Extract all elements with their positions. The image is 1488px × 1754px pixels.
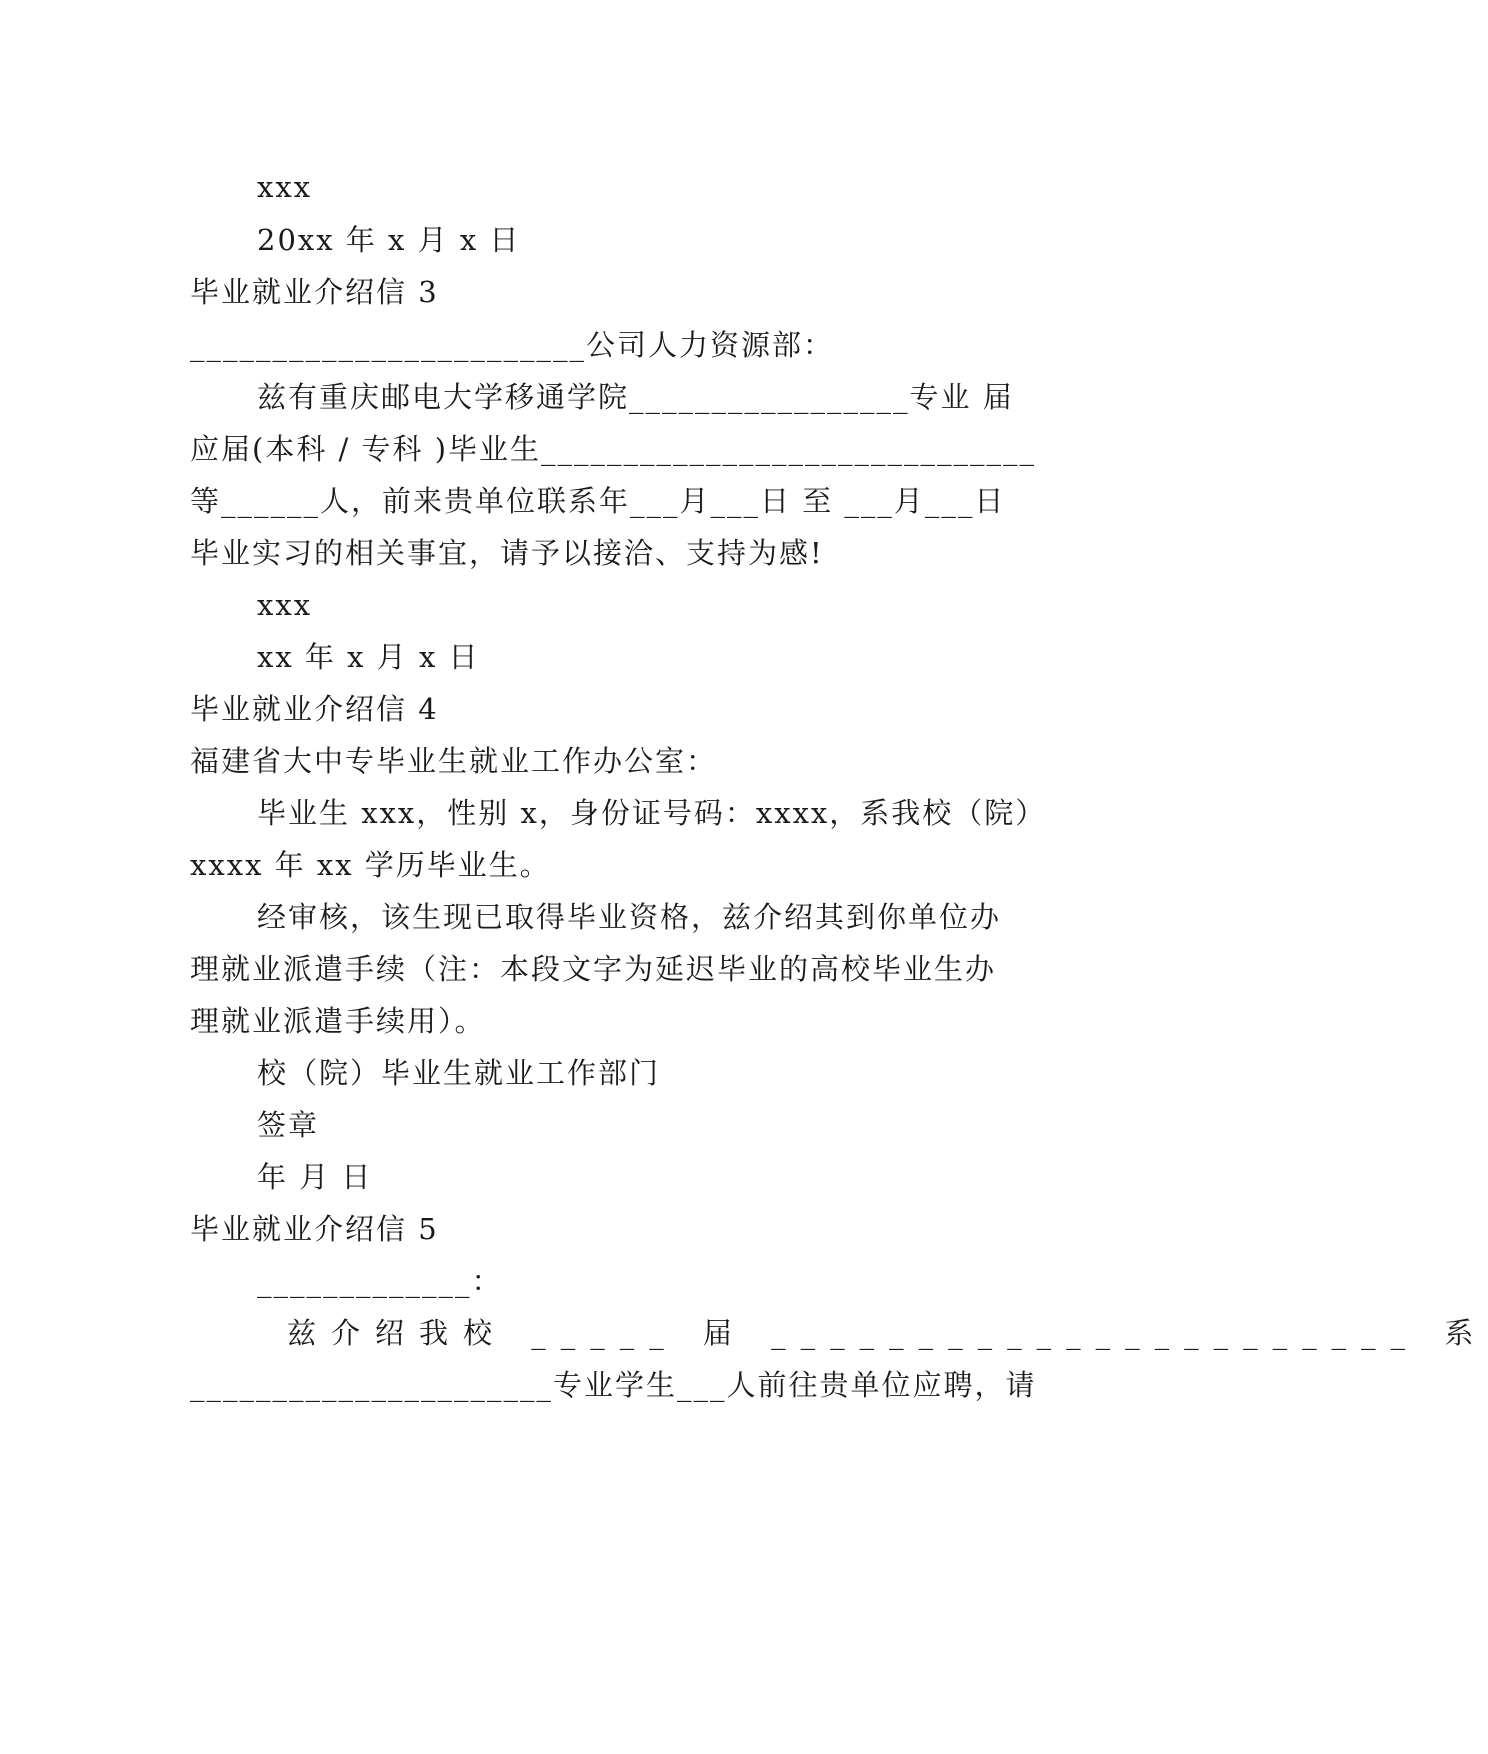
date-line: xx 年 x 月 x 日 <box>257 640 480 674</box>
section-heading-5: 毕业就业介绍信 5 <box>190 1212 439 1246</box>
body-text: 等______人，前来贵单位联系年___月___日 至 ___月___日 <box>190 484 1006 518</box>
signature-name: xxx <box>257 588 313 622</box>
body-text: ______________________专业学生___人前往贵单位应聘，请 <box>190 1368 1037 1402</box>
section-heading-4: 毕业就业介绍信 4 <box>190 692 439 726</box>
body-text: 毕业生 xxx，性别 x，身份证号码：xxxx，系我校（院） <box>257 796 1047 830</box>
body-text: xxxx 年 xx 学历毕业生。 <box>190 848 551 882</box>
body-text: 经审核，该生现已取得毕业资格，兹介绍其到你单位办 <box>257 900 1002 934</box>
salutation: 福建省大中专毕业生就业工作办公室： <box>190 744 718 778</box>
body-text: 毕业实习的相关事宜，请予以接洽、支持为感! <box>190 536 824 570</box>
salutation: _____________： <box>257 1264 503 1298</box>
signature-department: 校（院）毕业生就业工作部门 <box>257 1056 661 1090</box>
section-heading-3: 毕业就业介绍信 3 <box>190 275 439 309</box>
body-text: 理就业派遣手续用）。 <box>190 1004 486 1038</box>
date-line: 20xx 年 x 月 x 日 <box>257 223 521 257</box>
body-text: 兹有重庆邮电大学移通学院_________________专业 届 <box>257 380 1014 414</box>
body-text: 应届(本科 / 专科 )毕业生______________________________ <box>190 432 1037 466</box>
salutation: ________________________公司人力资源部： <box>190 328 835 362</box>
date-line: 年 月 日 <box>257 1160 373 1194</box>
body-text: 理就业派遣手续（注：本段文字为延迟毕业的高校毕业生办 <box>190 952 997 986</box>
signature-name: xxx <box>257 170 313 204</box>
signature-seal: 签章 <box>257 1108 320 1142</box>
body-text: 兹介绍我校 _____ 届 ______________________ 系 <box>287 1316 1488 1350</box>
